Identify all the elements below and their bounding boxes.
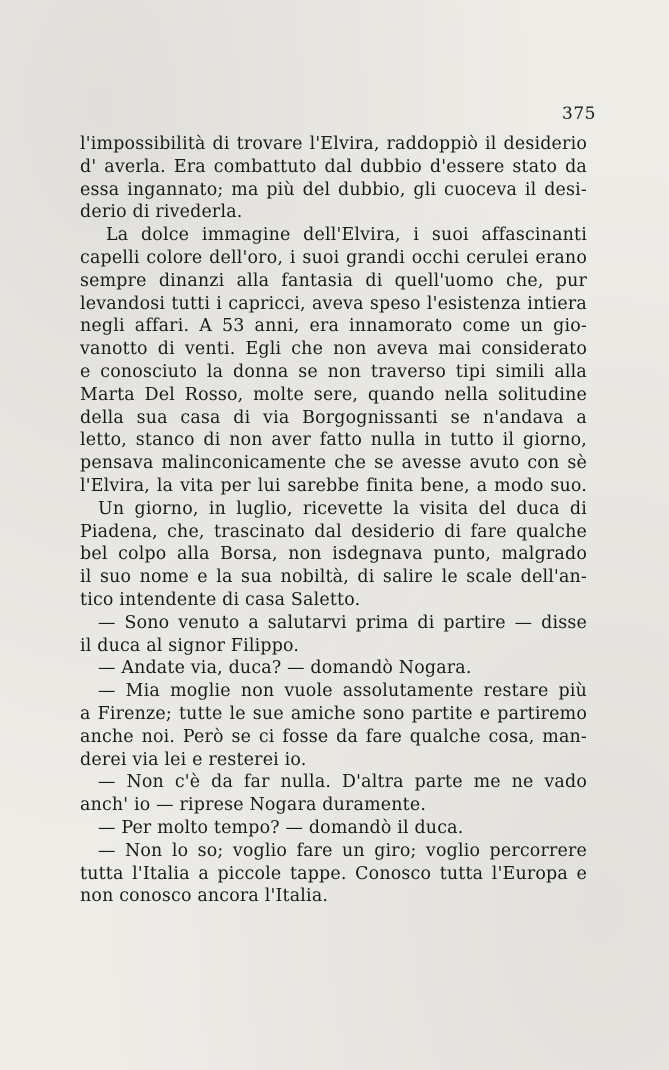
text-line: bel colpo alla Borsa, non isdegnava punto, malgrado [80, 544, 587, 565]
text-line: Un giorno, in luglio, ricevette la visita del duca di [98, 498, 587, 519]
text-line: sempre dinanzi alla fantasia di quell'uomo che, pur [80, 270, 587, 291]
page-number: 375 [562, 104, 596, 124]
text-line: — Andate via, duca? — domandò Nogara. [98, 658, 472, 679]
text-line: il duca al signor Filippo. [80, 635, 300, 656]
text-line: derio di rivederla. [80, 202, 243, 223]
text-line: l'impossibilità di trovare l'Elvira, raddoppiò il desiderio [80, 134, 587, 154]
text-line: non conosco ancora l'Italia. [80, 886, 329, 907]
text-line: Piadena, che, trascinato dal desiderio di fare qualche [80, 521, 587, 542]
text-line: — Per molto tempo? — domandò il duca. [98, 817, 464, 838]
text-line: l'Elvira, la vita per lui sarebbe finita bene, a modo suo. [80, 475, 587, 496]
text-line: — Non c'è da far nulla. D'altra parte me ne vado [98, 772, 587, 793]
text-line: — Non lo so; voglio fare un giro; voglio percorrere [98, 840, 587, 861]
text-line: il suo nome e la sua nobiltà, di salire le scale dell'an- [80, 567, 587, 588]
text-line: vanotto di venti. Egli che non aveva mai considerato [80, 339, 587, 360]
text-line: capelli colore dell'oro, i suoi grandi occhi cerulei erano [80, 247, 587, 268]
text-line: La dolce immagine dell'Elvira, i suoi affascinanti [106, 225, 587, 246]
text-line: a Firenze; tutte le sue amiche sono partite e partiremo [80, 703, 587, 724]
text-line: negli affari. A 53 anni, era innamorato come un gio- [80, 316, 587, 337]
text-line: Marta Del Rosso, molte sere, quando nella solitudine [80, 384, 587, 405]
text-line: levandosi tutti i capricci, aveva speso l'esistenza intiera [80, 293, 587, 314]
text-line: d' averla. Era combattuto dal dubbio d'essere stato da [80, 156, 587, 177]
text-line: essa ingannato; ma più del dubbio, gli cuoceva il desi- [80, 179, 587, 200]
body-text [80, 133, 587, 908]
text-line: e conosciuto la donna se non traverso tipi simili alla [80, 361, 587, 382]
text-line: derei via lei e resterei io. [80, 749, 307, 770]
text-line: tutta l'Italia a piccole tappe. Conosco tutta l'Europa e [80, 863, 587, 884]
text-line: — Mia moglie non vuole assolutamente restare più [98, 681, 587, 702]
text-line: — Sono venuto a salutarvi prima di partire — disse [98, 612, 587, 633]
text-line: anche noi. Però se ci fosse da fare qualche cosa, man- [80, 726, 587, 747]
text-line: pensava malinconicamente che se avesse avuto con sè [80, 453, 587, 474]
text-line: della sua casa di via Borgognissanti se n'andava a [80, 407, 587, 428]
text-line: letto, stanco di non aver fatto nulla in tutto il giorno, [80, 430, 587, 451]
text-line: anch' io — riprese Nogara duramente. [80, 795, 427, 816]
text-line: tico intendente di casa Saletto. [80, 589, 361, 610]
